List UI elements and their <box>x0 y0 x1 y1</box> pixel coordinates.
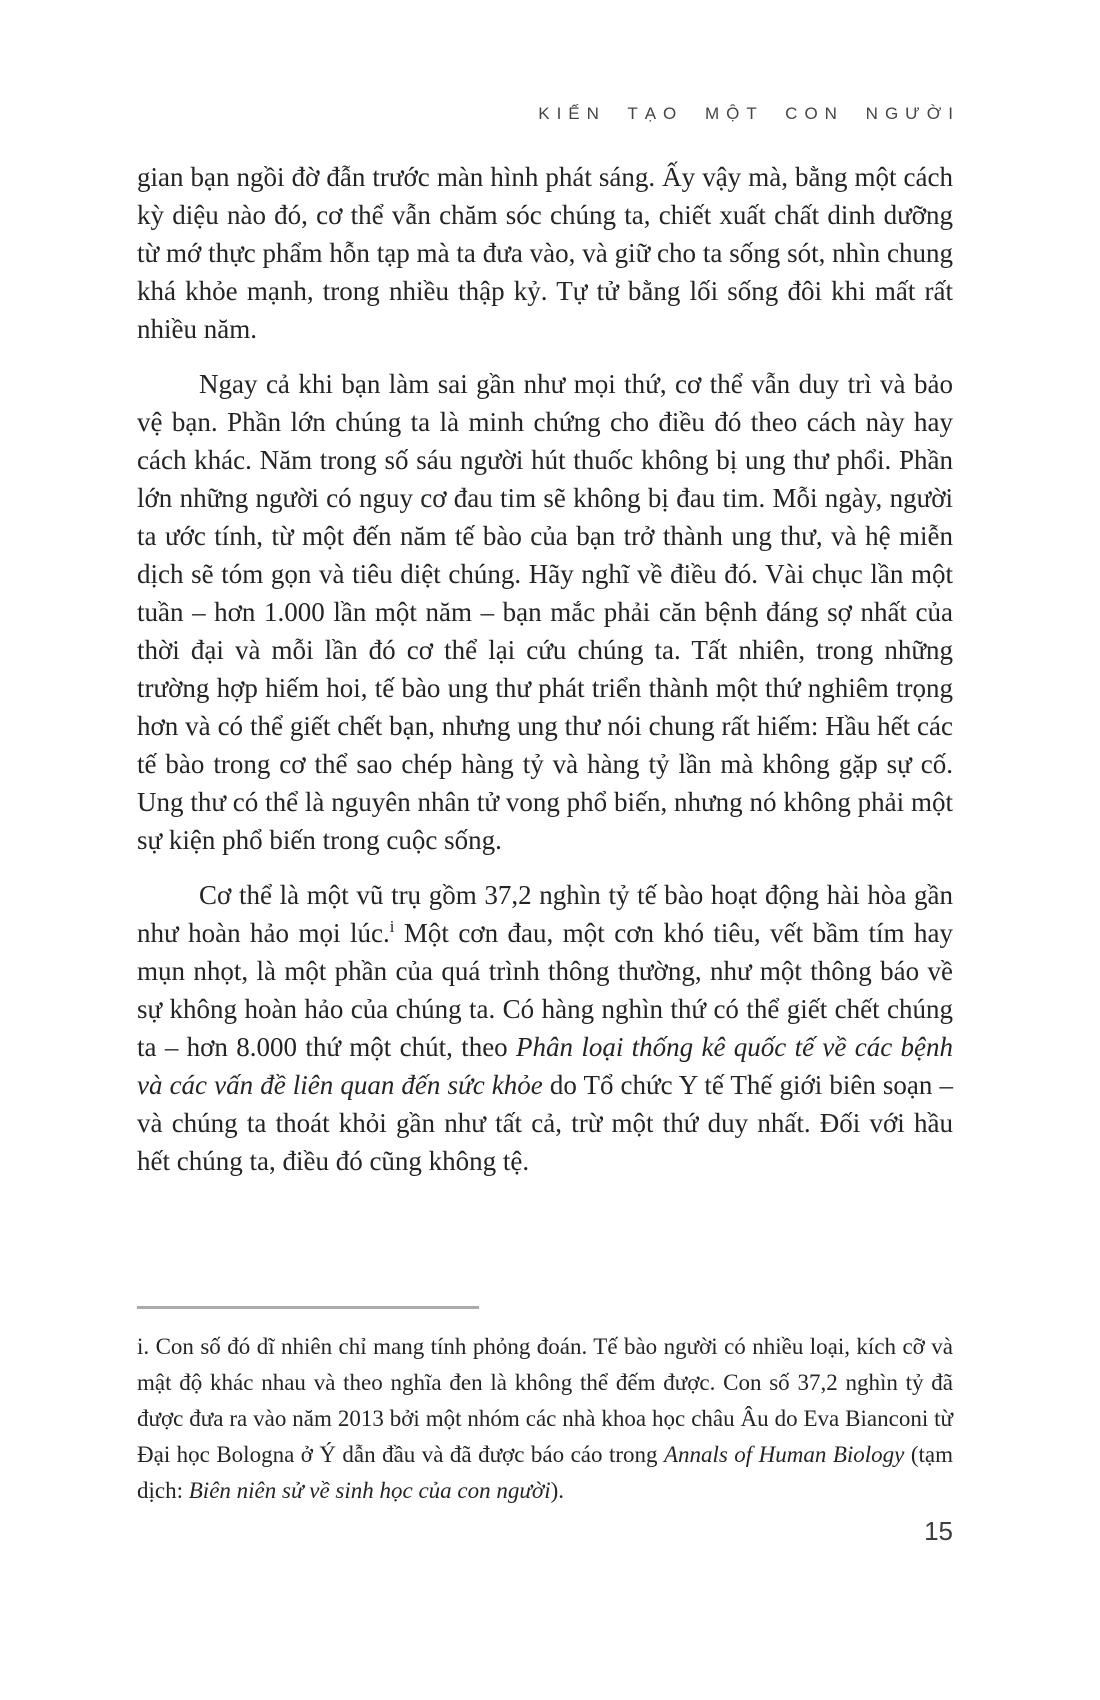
text-run: gian bạn ngồi đờ đẫn trước màn hình phát sáng. Ấy vậy mà, bằng một cách kỳ diệu nào đó, cơ thể vẫn chăm sóc chúng ta, chiết xuất chất dinh dưỡng từ mớ thực phẩm hỗn tạp mà ta đưa vào, và giữ cho ta sống sót, nhìn chung khá khỏe mạnh, trong nhiều thập kỷ. Tự tử bằng lối sống đôi khi mất rất nhiều năm. <box>137 162 953 344</box>
italic-run: Phân loại thống kê quốc tế về các bệnh và các vấn đề liên quan đến sức khỏe <box>137 1032 954 1100</box>
footnote-text <box>137 1329 953 1509</box>
text-run: Ngay cả khi bạn làm sai gần như mọi thứ, cơ thể vẫn duy trì và bảo vệ bạn. Phần lớn chúng ta là minh chứng cho điều đó theo cách này hay cách khác. Năm trong số sáu người hút thuốc không bị ung thư phổi. Phần lớn những người có nguy cơ đau tim sẽ không bị đau tim. Mỗi ngày, người ta ước tính, từ một đến năm tế bào của bạn trở thành ung thư, và hệ miễn dịch sẽ tóm gọn và tiêu diệt chúng. Hãy nghĩ về điều đó. Vài chục lần một tuần – hơn 1.000 lần một năm – bạn mắc phải căn bệnh đáng sợ nhất của thời đại và mỗi lần đó cơ thể lại cứu chúng ta. Tất nhiên, trong những trường hợp hiếm hoi, tế bào ung thư phát triển thành một thứ nghiêm trọng hơn và có thể giết chết bạn, nhưng ung thư nói chung rất hiếm: Hầu hết các tế bào trong cơ thể sao chép hàng tỷ và hàng tỷ lần mà không gặp sự cố. Ung thư có thể là nguyên nhân tử vong phổ biến, nhưng nó không phải một sự kiện phổ biến trong cuộc sống. <box>137 369 953 855</box>
italic-run: Annals of Human Biology <box>663 1442 905 1467</box>
running-header: KIẾN TẠO MỘT CON NGƯỜI <box>538 104 960 123</box>
footnote-divider <box>137 1306 479 1309</box>
text-run: do Tổ chức Y tế Thế giới biên soạn – và chúng ta thoát khỏi gần như tất cả, trừ một thứ duy nhất. Đối với hầu hết chúng ta, điều đó cũng không tệ. <box>137 1070 953 1176</box>
footnote-marker: i <box>389 917 395 936</box>
body-text <box>137 158 953 1180</box>
page-number: 15 <box>924 1516 953 1546</box>
footnote-section <box>137 1306 953 1509</box>
body-paragraph <box>137 158 953 348</box>
text-run: Một cơn đau, một cơn khó tiêu, vết bầm tím hay mụn nhọt, là một phần của quá trình thông thường, như một thông báo về sự không hoàn hảo của chúng ta. Có hàng nghìn thứ có thể giết chết chúng ta – hơn 8.000 thứ một chút, theo <box>137 918 953 1062</box>
italic-run: Biên niên sử về sinh học của con người <box>188 1478 551 1503</box>
text-run: Cơ thể là một vũ trụ gồm 37,2 nghìn tỷ tế bào hoạt động hài hòa gần như hoàn hảo mọi lúc. <box>137 880 953 948</box>
text-run: i. Con số đó dĩ nhiên chỉ mang tính phỏng đoán. Tế bào người có nhiều loại, kích cỡ và mật độ khác nhau và theo nghĩa đen là không thể đếm được. Con số 37,2 nghìn tỷ đã được đưa ra vào năm 2013 bởi một nhóm các nhà khoa học châu Âu do Eva Bianconi từ Đại học Bologna ở Ý dẫn đầu và đã được báo cáo trong <box>137 1334 953 1467</box>
text-run: ). <box>550 1478 565 1503</box>
body-paragraph <box>137 876 953 1180</box>
text-run: (tạm dịch: <box>137 1442 953 1503</box>
body-paragraph <box>137 365 953 859</box>
